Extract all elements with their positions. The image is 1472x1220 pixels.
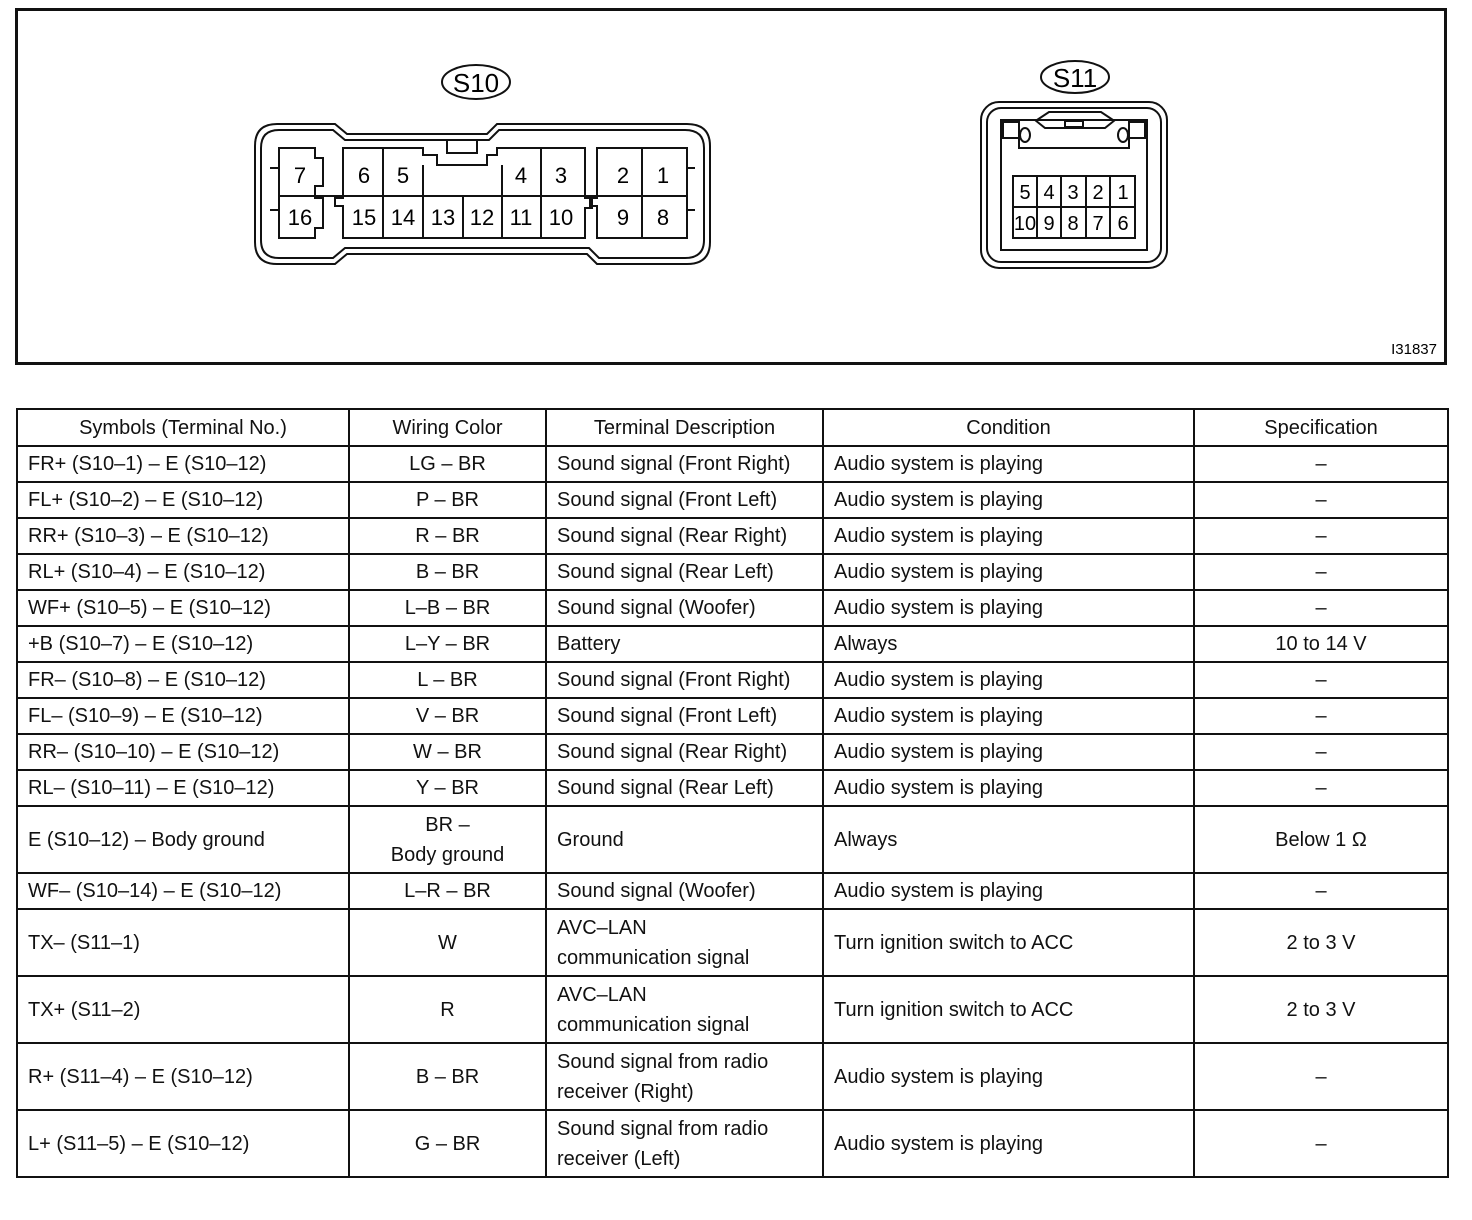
table-row	[17, 590, 1448, 626]
s11-pin: 1	[1117, 182, 1129, 204]
table-row	[17, 446, 1448, 482]
cell-condition: Audio system is playing	[823, 482, 1194, 518]
s10-pin: 14	[390, 205, 416, 230]
s10-label: S10	[452, 68, 500, 98]
cell-symbol: RL– (S10–11) – E (S10–12)	[17, 770, 349, 806]
cell-symbol: +B (S10–7) – E (S10–12)	[17, 626, 349, 662]
s11-pin: 7	[1092, 213, 1104, 235]
cell-specification: –	[1194, 482, 1448, 518]
cell-specification: –	[1194, 873, 1448, 909]
cell-terminal-description: Sound signal (Front Right)	[546, 662, 823, 698]
cell-symbol: FR+ (S10–1) – E (S10–12)	[17, 446, 349, 482]
connector-diagram-svg	[15, 8, 1447, 365]
cell-specification: –	[1194, 662, 1448, 698]
cell-wiring-color: L – BR	[349, 662, 546, 698]
cell-symbol: E (S10–12) – Body ground	[17, 806, 349, 873]
cell-terminal-description-line: Sound signal from radio	[557, 1050, 769, 1073]
cell-symbol: WF– (S10–14) – E (S10–12)	[17, 873, 349, 909]
s10-pin: 7	[293, 163, 307, 188]
cell-terminal-description: Sound signal (Front Right)	[546, 446, 823, 482]
cell-terminal-description-line: AVC–LAN	[557, 983, 647, 1006]
table-row	[17, 1110, 1448, 1177]
cell-symbol: R+ (S11–4) – E (S10–12)	[17, 1043, 349, 1110]
figure-id: I31837	[1391, 341, 1437, 358]
cell-specification: –	[1194, 554, 1448, 590]
cell-specification: –	[1194, 698, 1448, 734]
cell-terminal-description: Ground	[546, 806, 823, 873]
cell-condition: Audio system is playing	[823, 770, 1194, 806]
cell-wiring-color: L–B – BR	[349, 590, 546, 626]
cell-condition: Audio system is playing	[823, 1110, 1194, 1177]
s10-pin: 3	[554, 163, 568, 188]
cell-specification: –	[1194, 1043, 1448, 1110]
table-row	[17, 662, 1448, 698]
s10-pin: 6	[357, 163, 371, 188]
cell-symbol: L+ (S11–5) – E (S10–12)	[17, 1110, 349, 1177]
table-row	[17, 873, 1448, 909]
cell-terminal-description: Sound signal (Rear Right)	[546, 518, 823, 554]
s10-pin: 12	[469, 205, 495, 230]
connector-diagram	[15, 8, 1447, 365]
s10-pin: 15	[351, 205, 377, 230]
s10-pin: 13	[430, 205, 456, 230]
s10-pin: 1	[656, 163, 670, 188]
cell-wiring-color: V – BR	[349, 698, 546, 734]
cell-symbol: FL– (S10–9) – E (S10–12)	[17, 698, 349, 734]
cell-symbol: FL+ (S10–2) – E (S10–12)	[17, 482, 349, 518]
s11-label: S11	[1052, 63, 1098, 93]
s11-pin: 8	[1067, 213, 1079, 235]
s11-pin: 2	[1092, 182, 1104, 204]
cell-terminal-description-line: communication signal	[557, 1013, 750, 1036]
cell-terminal-description: Sound signal (Rear Left)	[546, 554, 823, 590]
cell-wiring-color: L–Y – BR	[349, 626, 546, 662]
cell-terminal-description	[546, 1110, 823, 1177]
cell-wiring-color: W – BR	[349, 734, 546, 770]
cell-wiring-color: B – BR	[349, 554, 546, 590]
cell-condition: Always	[823, 626, 1194, 662]
cell-terminal-description-line: communication signal	[557, 946, 750, 969]
table-row	[17, 554, 1448, 590]
cell-wiring-color: W	[349, 909, 546, 976]
cell-specification: 2 to 3 V	[1194, 909, 1448, 976]
cell-terminal-description	[546, 1043, 823, 1110]
cell-specification: Below 1 Ω	[1194, 806, 1448, 873]
cell-condition: Always	[823, 806, 1194, 873]
cell-condition: Audio system is playing	[823, 554, 1194, 590]
header-symbols: Symbols (Terminal No.)	[17, 409, 349, 446]
cell-condition: Turn ignition switch to ACC	[823, 976, 1194, 1043]
cell-condition: Audio system is playing	[823, 446, 1194, 482]
table-row	[17, 909, 1448, 976]
table-body	[17, 446, 1448, 1177]
cell-symbol: RL+ (S10–4) – E (S10–12)	[17, 554, 349, 590]
table-row	[17, 482, 1448, 518]
table-row	[17, 698, 1448, 734]
s10-pin: 8	[656, 205, 670, 230]
cell-terminal-description-line: receiver (Right)	[557, 1080, 694, 1103]
header-terminal-description: Terminal Description	[546, 409, 823, 446]
s11-pin: 10	[1013, 213, 1037, 235]
cell-terminal-description-line: receiver (Left)	[557, 1147, 681, 1170]
s11-pin: 5	[1019, 182, 1031, 204]
cell-condition: Turn ignition switch to ACC	[823, 909, 1194, 976]
s10-pin: 2	[616, 163, 630, 188]
table-header-row	[17, 409, 1448, 446]
cell-condition: Audio system is playing	[823, 518, 1194, 554]
cell-symbol: FR– (S10–8) – E (S10–12)	[17, 662, 349, 698]
cell-symbol: WF+ (S10–5) – E (S10–12)	[17, 590, 349, 626]
s10-pin: 11	[509, 205, 533, 230]
s10-pin: 16	[287, 205, 313, 230]
table-row	[17, 518, 1448, 554]
table-row	[17, 770, 1448, 806]
cell-terminal-description	[546, 976, 823, 1043]
cell-condition: Audio system is playing	[823, 734, 1194, 770]
cell-specification: –	[1194, 1110, 1448, 1177]
cell-terminal-description: Sound signal (Front Left)	[546, 482, 823, 518]
header-condition: Condition	[823, 409, 1194, 446]
header-wiring-color: Wiring Color	[349, 409, 546, 446]
s11-pin: 3	[1067, 182, 1079, 204]
cell-symbol: TX+ (S11–2)	[17, 976, 349, 1043]
cell-wiring-color: P – BR	[349, 482, 546, 518]
table-row	[17, 1043, 1448, 1110]
cell-specification: –	[1194, 518, 1448, 554]
cell-specification: –	[1194, 590, 1448, 626]
table-row	[17, 734, 1448, 770]
cell-terminal-description: Sound signal (Rear Right)	[546, 734, 823, 770]
cell-terminal-description: Sound signal (Woofer)	[546, 590, 823, 626]
cell-symbol: TX– (S11–1)	[17, 909, 349, 976]
cell-specification: 2 to 3 V	[1194, 976, 1448, 1043]
s11-pin: 4	[1043, 182, 1055, 204]
cell-condition: Audio system is playing	[823, 698, 1194, 734]
cell-wiring-color-line: BR –	[425, 813, 470, 836]
cell-specification: 10 to 14 V	[1194, 626, 1448, 662]
cell-terminal-description: Sound signal (Rear Left)	[546, 770, 823, 806]
cell-wiring-color: LG – BR	[349, 446, 546, 482]
cell-specification: –	[1194, 734, 1448, 770]
s10-pin: 10	[548, 205, 574, 230]
cell-terminal-description: Sound signal (Woofer)	[546, 873, 823, 909]
table-row	[17, 806, 1448, 873]
diagram-frame	[17, 10, 1446, 364]
cell-wiring-color	[349, 806, 546, 873]
table-row	[17, 976, 1448, 1043]
cell-wiring-color: B – BR	[349, 1043, 546, 1110]
s11-pin: 6	[1117, 213, 1129, 235]
cell-terminal-description	[546, 909, 823, 976]
s11-latch	[1065, 121, 1083, 127]
cell-condition: Audio system is playing	[823, 873, 1194, 909]
table-row	[17, 626, 1448, 662]
s10-pin: 9	[616, 205, 630, 230]
cell-wiring-color: R	[349, 976, 546, 1043]
s10-latch	[447, 140, 477, 153]
cell-wiring-color: G – BR	[349, 1110, 546, 1177]
s10-pin: 4	[514, 163, 528, 188]
cell-specification: –	[1194, 770, 1448, 806]
cell-wiring-color: L–R – BR	[349, 873, 546, 909]
cell-specification: –	[1194, 446, 1448, 482]
terminal-spec-table	[16, 408, 1449, 1178]
cell-terminal-description-line: AVC–LAN	[557, 916, 647, 939]
s10-pin: 5	[396, 163, 410, 188]
cell-condition: Audio system is playing	[823, 1043, 1194, 1110]
cell-terminal-description-line: Sound signal from radio	[557, 1117, 769, 1140]
cell-symbol: RR– (S10–10) – E (S10–12)	[17, 734, 349, 770]
cell-wiring-color-line: Body ground	[390, 843, 505, 866]
header-specification: Specification	[1194, 409, 1448, 446]
cell-wiring-color: Y – BR	[349, 770, 546, 806]
cell-condition: Audio system is playing	[823, 590, 1194, 626]
cell-wiring-color: R – BR	[349, 518, 546, 554]
cell-condition: Audio system is playing	[823, 662, 1194, 698]
s11-pin: 9	[1043, 213, 1055, 235]
cell-terminal-description: Battery	[546, 626, 823, 662]
cell-terminal-description: Sound signal (Front Left)	[546, 698, 823, 734]
cell-symbol: RR+ (S10–3) – E (S10–12)	[17, 518, 349, 554]
